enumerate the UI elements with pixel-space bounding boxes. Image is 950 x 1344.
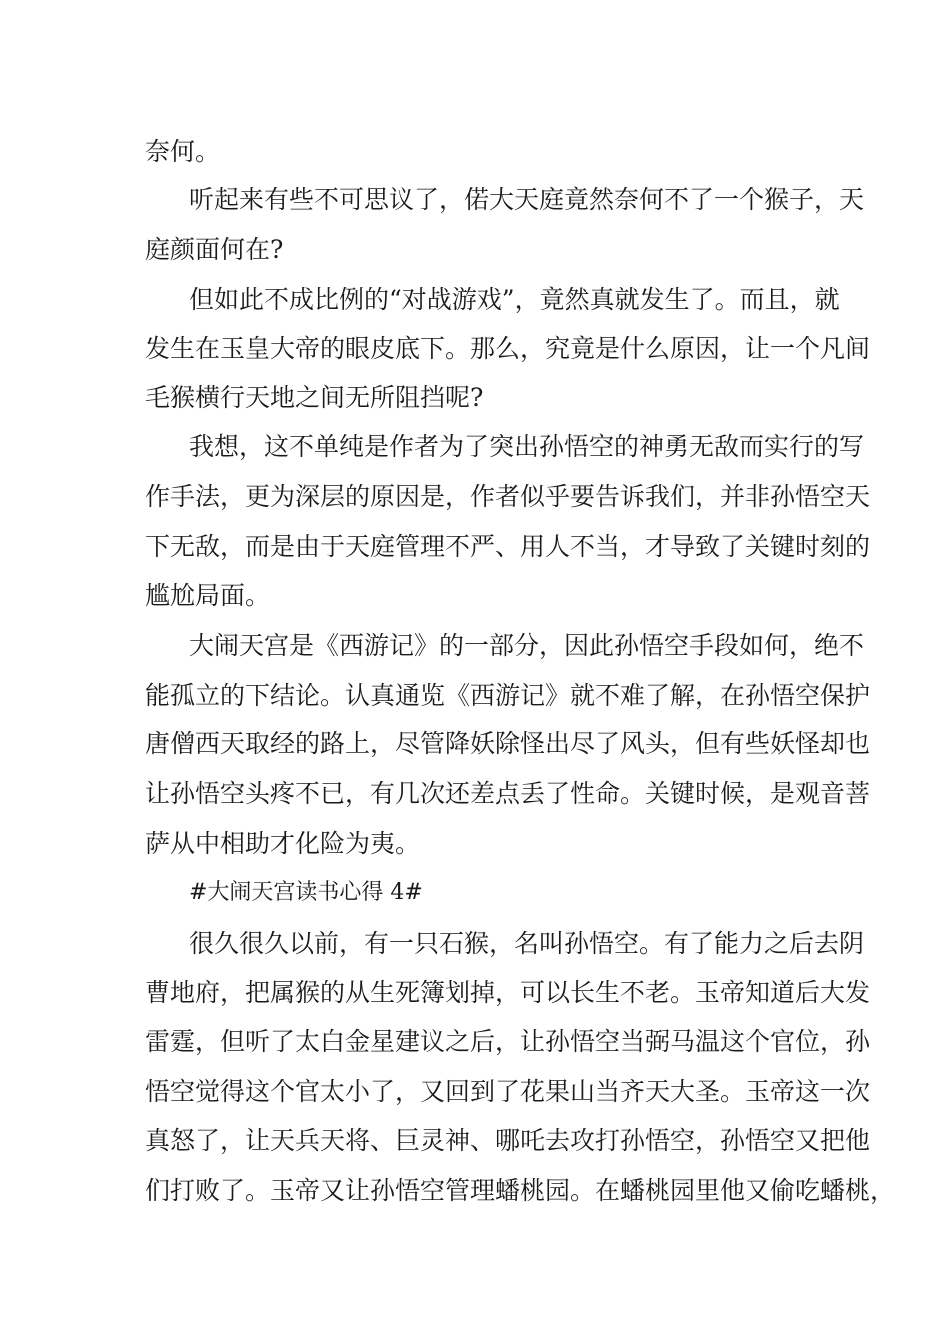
line-text: 们打败了。玉帝又让孙悟空管理蟠桃园。在蟠桃园里他又偷吃蟠桃， — [145, 1176, 896, 1205]
text-line — [0, 924, 950, 964]
text-line — [0, 824, 950, 864]
section-heading-text: #大闹天宫读书心得 4# — [189, 880, 423, 905]
text-line — [0, 180, 950, 220]
text-line — [0, 576, 950, 616]
line-text: 大闹天宫是《西游记》的一部分，因此孙悟空手段如何，绝不 — [189, 631, 865, 660]
line-text: 作手法，更为深层的原因是，作者似乎要告诉我们，并非孙悟空天 — [145, 482, 871, 511]
line-text: 曹地府，把属猴的从生死簿划掉，可以长生不老。玉帝知道后大发 — [145, 978, 871, 1007]
line-text: 很久很久以前，有一只石猴，名叫孙悟空。有了能力之后去阴 — [189, 929, 865, 958]
line-text: 萨从中相助才化险为夷。 — [145, 829, 421, 858]
line-text: 让孙悟空头疼不已，有几次还差点丢了性命。关键时候，是观音菩 — [145, 779, 871, 808]
line-text: 我想，这不单纯是作者为了突出孙悟空的神勇无敌而实行的写 — [189, 432, 865, 461]
line-text: 发生在玉皇大帝的眼皮底下。那么，究竟是什么原因，让一个凡间 — [145, 334, 871, 363]
line-text: 奈何。 — [145, 137, 221, 166]
line-text: 唐僧西天取经的路上，尽管降妖除怪出尽了风头，但有些妖怪却也 — [145, 729, 871, 758]
text-line — [0, 1022, 950, 1062]
line-text: 听起来有些不可思议了，偌大天庭竟然奈何不了一个猴子，天 — [189, 185, 865, 214]
line-text: 雷霆，但听了太白金星建议之后，让孙悟空当弼马温这个官位，孙 — [145, 1027, 871, 1056]
text-line — [0, 427, 950, 467]
text-line — [0, 132, 950, 172]
line-text: 悟空觉得这个官太小了，又回到了花果山当齐天大圣。玉帝这一次 — [145, 1077, 871, 1106]
text-line — [0, 1121, 950, 1161]
section-heading — [0, 873, 950, 913]
line-text: 庭颜面何在? — [145, 235, 284, 264]
text-line — [0, 280, 950, 320]
text-line — [0, 378, 950, 418]
text-line — [0, 774, 950, 814]
text-line — [0, 626, 950, 666]
text-line — [0, 329, 950, 369]
line-text: 尴尬局面。 — [145, 581, 271, 610]
line-text: 但如此不成比例的“对战游戏”，竟然真就发生了。而且，就 — [189, 285, 840, 314]
text-line — [0, 724, 950, 764]
line-text: 真怒了，让天兵天将、巨灵神、哪吒去攻打孙悟空，孙悟空又把他 — [145, 1126, 871, 1155]
text-line — [0, 1171, 950, 1211]
text-line — [0, 1072, 950, 1112]
text-line — [0, 527, 950, 567]
text-line — [0, 973, 950, 1013]
text-line — [0, 676, 950, 716]
line-text: 下无敌，而是由于天庭管理不严、用人不当，才导致了关键时刻的 — [145, 532, 871, 561]
text-line — [0, 230, 950, 270]
line-text: 毛猴横行天地之间无所阻挡呢? — [145, 383, 484, 412]
text-line — [0, 477, 950, 517]
line-text: 能孤立的下结论。认真通览《西游记》就不难了解，在孙悟空保护 — [145, 681, 871, 710]
